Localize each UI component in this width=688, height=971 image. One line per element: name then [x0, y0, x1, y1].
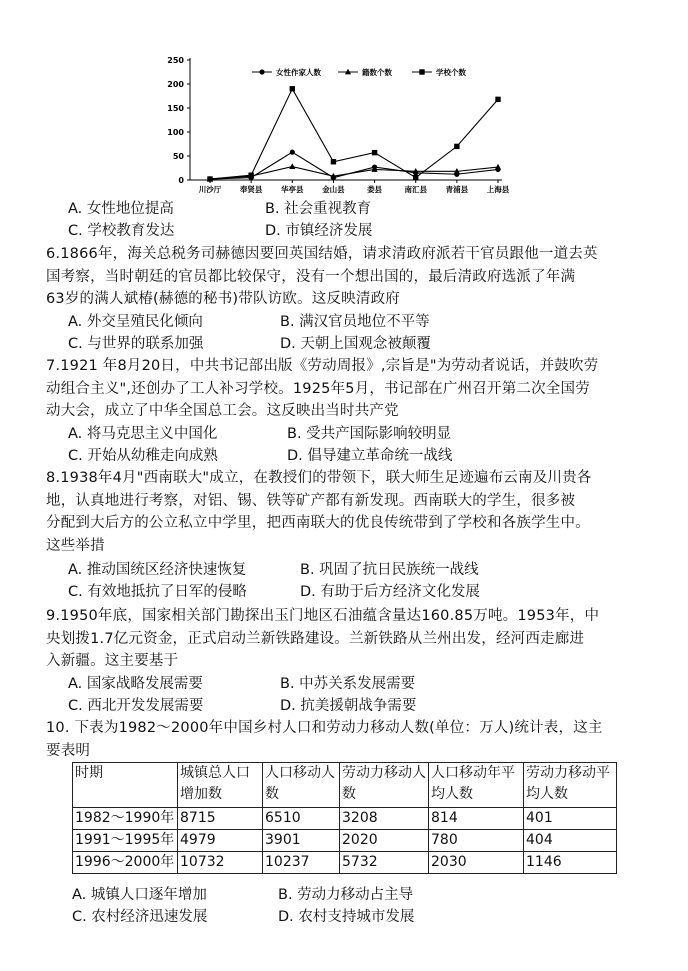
table-cell: 2020: [340, 830, 429, 852]
table-cell: 4979: [178, 830, 263, 852]
chart-series: [207, 86, 501, 182]
q9-line-2: 央划拨1.7亿元资金，正式启动兰新铁路建设。兰新铁路从兰州出发，经河西走廊进: [46, 630, 585, 647]
table-row: [73, 830, 617, 852]
q7-line-1: 7.1921 年8月20日，中共书记部出版《劳动周报》,宗旨是"为劳动者说话，并鼓吹劳: [46, 358, 599, 374]
legend-label: 学校个数: [436, 68, 466, 77]
y-tick-label: 0: [178, 176, 184, 185]
data-point: [331, 159, 336, 164]
line-chart: [150, 52, 510, 202]
chart-legend: [252, 67, 466, 77]
table-cell: 5732: [340, 852, 429, 874]
table-cell: 8715: [178, 808, 263, 830]
q6-option-a[interactable]: A. 外交呈殖民化倾向: [68, 314, 203, 330]
legend-marker: [419, 69, 424, 74]
q10-option-a[interactable]: A. 城镇人口逐年增加: [72, 887, 207, 903]
x-tick-label: 南汇县: [404, 185, 427, 194]
data-point: [248, 173, 253, 178]
data-point: [372, 150, 377, 155]
q6-option-c[interactable]: C. 与世界的联系加强: [68, 336, 204, 352]
question-8-stem: [46, 467, 646, 557]
y-tick-label: 150: [167, 104, 184, 113]
table-row: [73, 852, 617, 874]
q10-option-c[interactable]: C. 农村经济迅速发展: [72, 909, 208, 925]
table-cell: 404: [524, 830, 617, 852]
table-header: 劳动力移动人数: [340, 763, 429, 808]
table-cell: 814: [429, 808, 524, 830]
x-tick-label: 青浦县: [445, 185, 469, 194]
q7-line-2: 动组合主义",还创办了工人补习学校。1925年5月，书记部在广州召开第二次全国劳: [46, 380, 590, 397]
series-2: [207, 86, 500, 182]
question-10-stem: [46, 717, 646, 762]
migration-table: [72, 762, 617, 874]
series-line: [210, 89, 498, 179]
table-header: 劳动力移动平均人数: [524, 763, 617, 808]
table-cell: 2030: [429, 852, 524, 874]
q7-line-3: 动大会，成立了中华全国总工会。这反映出当时共产党: [46, 403, 399, 419]
q10-option-d[interactable]: D. 农村支持城市发展: [278, 909, 415, 925]
legend-label: 女性作家人数: [276, 68, 321, 77]
x-tick-label: 奉贤县: [239, 185, 263, 194]
q6-line-3: 63岁的满人斌椿(赫德的秘书)带队访欧。这反映清政府: [46, 291, 400, 307]
x-tick-label: 川沙厅: [198, 185, 222, 194]
q8-option-a[interactable]: A. 推动国统区经济快速恢复: [68, 562, 247, 578]
y-axis: [167, 56, 190, 185]
x-tick-label: 娄县: [367, 185, 383, 194]
table-header: 人口移动人数: [263, 763, 340, 808]
question-7-stem: [46, 355, 646, 423]
q5-option-d[interactable]: D. 市镇经济发展: [265, 223, 373, 239]
data-point: [207, 176, 212, 181]
table-header: 时期: [73, 763, 178, 808]
q8-option-b[interactable]: B. 巩固了抗日民族统一战线: [300, 562, 479, 578]
data-point: [290, 86, 295, 91]
table-cell: 401: [524, 808, 617, 830]
q7-option-a[interactable]: A. 将马克思主义中国化: [68, 426, 218, 442]
table-row: [73, 808, 617, 830]
q6-option-d[interactable]: D. 天朝上国观念被颠覆: [280, 336, 431, 352]
q8-option-c[interactable]: C. 有效地抵抗了日军的侵略: [68, 584, 247, 600]
q10-line-2: 要表明: [46, 742, 91, 759]
q6-option-b[interactable]: B. 满汉官员地位不平等: [280, 314, 430, 330]
question-9-stem: [46, 605, 646, 673]
table-header: 人口移动年平均人数: [429, 763, 524, 808]
q9-option-d[interactable]: D. 抗美援朝战争需要: [280, 698, 417, 714]
q6-line-1: 6.1866年，海关总税务司赫德因要回英国结婚，请求清政府派若干官员跟他一道去英: [46, 246, 598, 262]
x-tick-label: 华亭县: [281, 185, 304, 194]
q8-line-4: 这些举措: [46, 537, 105, 554]
table-header-row: [73, 763, 617, 808]
x-tick-label: 金山县: [322, 185, 345, 194]
q7-option-c[interactable]: C. 开始从幼稚走向成熟: [68, 448, 218, 464]
table-cell: 3901: [263, 830, 340, 852]
legend-marker: [259, 69, 264, 74]
question-6-stem: [46, 243, 646, 311]
data-point: [454, 144, 459, 149]
q10-line-1: 10. 下表为1982～2000年中国乡村人口和劳动力移动人数(单位：万人)统计表，这主: [46, 720, 603, 736]
data-point: [290, 150, 295, 155]
table-cell: 1991～1995年: [73, 830, 178, 852]
q9-line-1: 9.1950年底，国家相关部门勘探出玉门地区石油蕴含量达160.85万吨。1953年，中: [46, 608, 600, 624]
q9-line-3: 入新疆。这主要基于: [46, 653, 179, 669]
q8-line-3: 分配到大后方的公立私立中学里，把西南联大的优良传统带到了学校和各族学生中。: [46, 515, 590, 531]
x-axis: [190, 180, 510, 194]
q8-line-1: 8.1938年4月"西南联大"成立，在教授们的带领下，联大师生足迹遍布云南及川贵各: [46, 470, 592, 486]
q8-option-d[interactable]: D. 有助于后方经济文化发展: [300, 584, 480, 600]
q7-option-d[interactable]: D. 倡导建立革命统一战线: [287, 448, 453, 464]
data-point: [413, 175, 418, 180]
table-cell: 3208: [340, 808, 429, 830]
q5-option-b[interactable]: B. 社会重视教育: [265, 201, 372, 217]
table-cell: 1146: [524, 852, 617, 874]
table-cell: 10732: [178, 852, 263, 874]
q9-option-c[interactable]: C. 西北开发发展需要: [68, 698, 204, 714]
y-tick-label: 200: [167, 80, 184, 89]
q7-option-b[interactable]: B. 受共产国际影响较明显: [287, 426, 452, 442]
q9-option-a[interactable]: A. 国家战略发展需要: [68, 676, 203, 692]
table-cell: 780: [429, 830, 524, 852]
q8-line-2: 地，认真地进行考察，对铝、锡、铁等矿产都有新发现。西南联大的学生，很多被: [46, 492, 576, 509]
q5-option-c[interactable]: C. 学校教育发达: [68, 223, 175, 239]
x-tick-label: 上海县: [486, 185, 510, 194]
table-cell: 10237: [263, 852, 340, 874]
y-tick-label: 250: [167, 56, 184, 65]
q10-option-b[interactable]: B. 劳动力移动占主导: [278, 887, 414, 903]
data-point: [495, 97, 500, 102]
q5-option-a[interactable]: A. 女性地位提高: [68, 201, 174, 217]
y-tick-label: 50: [172, 152, 184, 161]
table-cell: 6510: [263, 808, 340, 830]
table-header: 城镇总人口增加数: [178, 763, 263, 808]
y-tick-label: 100: [167, 128, 184, 137]
table-cell: 1996～2000年: [73, 852, 178, 874]
q6-line-2: 国考察，当时朝廷的官员都比较保守，没有一个想出国的，最后清政府选派了年满: [46, 268, 576, 285]
data-point: [495, 164, 501, 170]
data-point: [289, 163, 295, 169]
table-cell: 1982～1990年: [73, 808, 178, 830]
q9-option-b[interactable]: B. 中苏关系发展需要: [280, 676, 416, 692]
legend-label: 籍数个数: [362, 68, 392, 77]
